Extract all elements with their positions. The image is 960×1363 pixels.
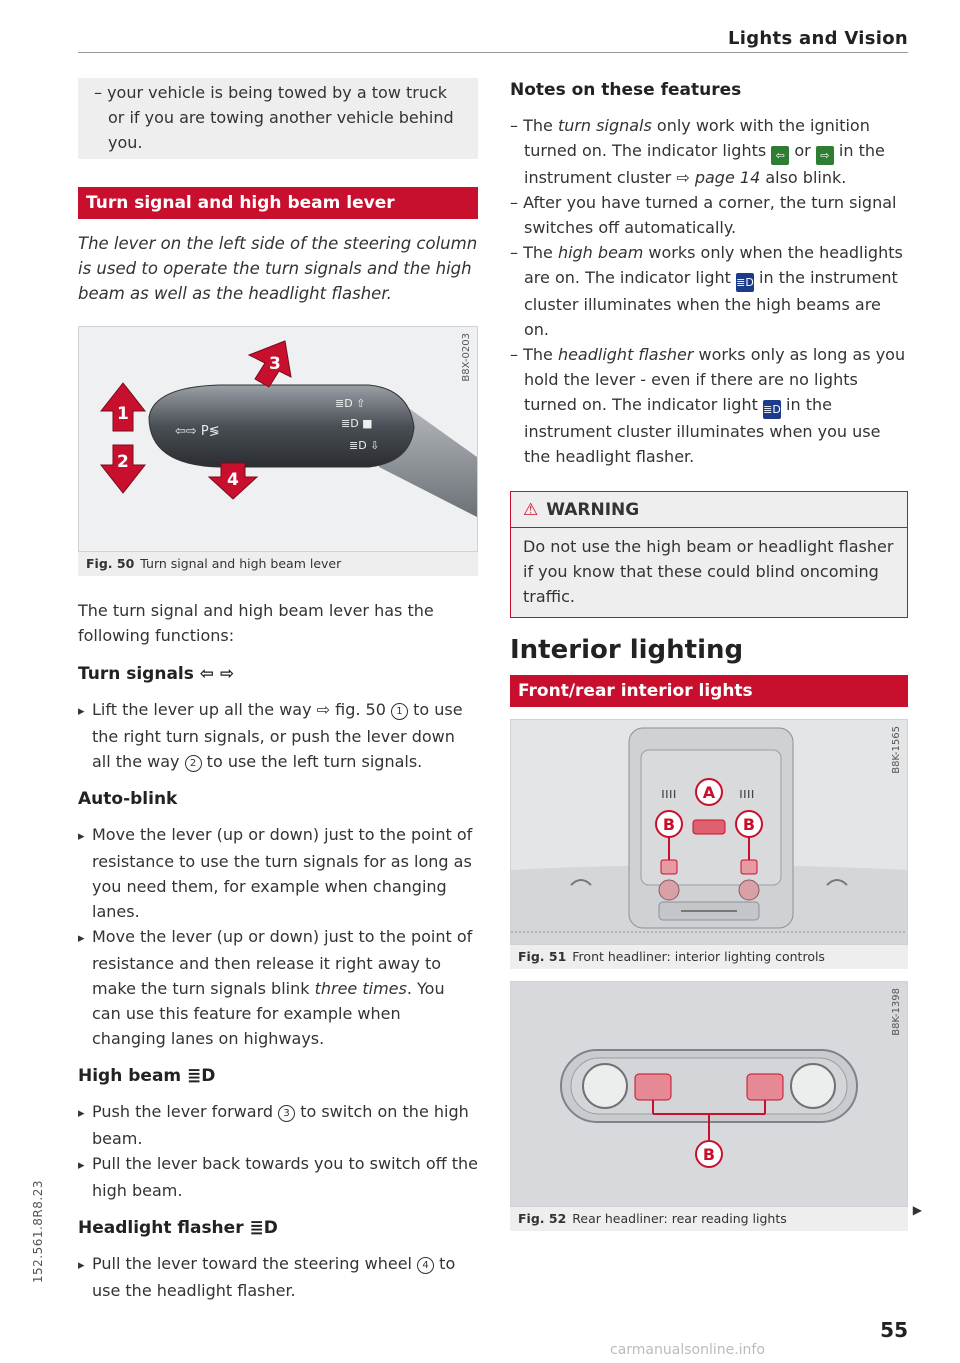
intro-text: The lever on the left side of the steering column is used to operate the turn signals and the high beam as well as the headlight flasher. — [78, 234, 478, 303]
callout-3: 3 — [269, 354, 281, 374]
note-high-beam: – The high beam works only when the headlights are on. The indicator light ≣D in the instrument cluster illuminates when the high beams are on. — [510, 243, 903, 339]
site-watermark: carmanualsonline.info — [610, 1342, 765, 1358]
heading-notes: Notes on these features — [510, 80, 742, 100]
rear-headliner-illustration — [511, 982, 907, 1206]
document-code: 152.561.8R8.23 — [31, 1180, 45, 1284]
figure-label: Fig. 51 — [518, 949, 567, 964]
warning-header: ⚠ WARNING — [511, 492, 907, 528]
functions-intro: The turn signal and high beam lever has the following functions: — [78, 601, 434, 645]
figure-52-caption: Fig. 52 Rear headliner: rear reading lights — [510, 1207, 908, 1231]
right-turn-indicator-icon: ⇨ — [816, 146, 834, 165]
figure-code: B8K-1565 — [891, 726, 902, 774]
left-turn-indicator-icon: ⇦ — [771, 146, 789, 165]
figure-50-caption: Fig. 50 Turn signal and high beam lever — [78, 552, 478, 576]
bullet-auto-blink-1: ▸ Move the lever (up or down) just to the point of resistance to use the turn signals for as long as you need them, for example when changing lanes. — [78, 822, 478, 924]
front-headliner-illustration — [511, 720, 907, 944]
svg-text:ıııı: ıııı — [739, 786, 755, 802]
bullet-auto-blink-2: ▸ Move the lever (up or down) just to the point of resistance and then release it right away to make the turn signals blink three times. You can use this feature for example when changing lanes on highways. — [78, 924, 478, 1051]
svg-text:≣D ⇩: ≣D ⇩ — [349, 439, 380, 452]
callout-2: 2 — [117, 452, 129, 472]
lever-illustration — [79, 327, 477, 551]
heading-auto-blink: Auto-blink — [78, 789, 178, 809]
svg-text:ıııı: ıııı — [661, 786, 677, 802]
svg-text:⇦⇨ P≶: ⇦⇨ P≶ — [175, 424, 220, 439]
warning-triangle-icon: ⚠ — [523, 500, 539, 520]
bullet-high-beam-2: ▸ Pull the lever back towards you to switch off the high beam. — [78, 1151, 478, 1203]
note-turn-signals: – The turn signals only work with the ignition turned on. The indicator lights ⇦ or ⇨ in the instrument cluster ⇨ page 14 also blink. — [510, 116, 885, 187]
svg-text:≣D ■: ≣D ■ — [341, 417, 373, 430]
figure-label: Fig. 52 — [518, 1211, 567, 1226]
right-column — [510, 78, 908, 1231]
section-title-interior: Interior lighting — [510, 635, 744, 665]
note-auto-off: – After you have turned a corner, the turn signal switches off automatically. — [510, 193, 897, 237]
heading-high-beam: High beam ≣D — [78, 1066, 216, 1086]
label-b-right: B — [742, 815, 756, 834]
figure-label: Fig. 50 — [86, 556, 135, 571]
bullet-headlight-flasher: ▸ Pull the lever toward the steering wheel 4 to use the headlight flasher. — [78, 1251, 478, 1303]
running-header: Lights and Vision — [728, 28, 908, 49]
label-b-left: B — [662, 815, 676, 834]
figure-code: B8X-0203 — [461, 333, 472, 382]
flasher-indicator-icon: ≣D — [763, 400, 781, 419]
figure-code: B8K-1398 — [891, 988, 902, 1036]
continue-arrow-icon: ▶ — [912, 1203, 922, 1217]
callout-1: 1 — [117, 404, 129, 424]
front-light-switch — [693, 820, 725, 834]
figure-52 — [510, 981, 908, 1207]
section-bar-interior-lights: Front/rear interior lights — [510, 675, 908, 707]
bullet-turn-signals: ▸ Lift the lever up all the way ⇨ fig. 50 1 to use the right turn signals, or push the lever down all the way 2 to use the left turn signals. — [78, 697, 478, 774]
left-column — [78, 78, 478, 1303]
header-divider — [78, 52, 908, 53]
figure-50 — [78, 326, 478, 552]
figure-51-caption: Fig. 51 Front headliner: interior lighting controls — [510, 945, 908, 969]
svg-text:≣D ⇧: ≣D ⇧ — [335, 397, 366, 410]
warning-box — [510, 491, 908, 618]
figure-51 — [510, 719, 908, 945]
note-headlight-flasher: – The headlight flasher works only as long as you hold the lever - even if there are no lights turned on. The indicator light ≣D in the instrument cluster illuminates when you use the headlight flasher. — [510, 345, 906, 466]
towing-text: – your vehicle is being towed by a tow truck or if you are towing another vehicle behind you. — [94, 83, 454, 152]
heading-headlight-flasher: Headlight flasher ≣D — [78, 1218, 278, 1238]
rear-right-reading-switch — [747, 1074, 783, 1100]
warning-text: Do not use the high beam or headlight flasher if you know that these could blind oncoming traffic. — [523, 537, 894, 606]
label-a: A — [702, 783, 716, 802]
label-b: B — [702, 1145, 716, 1164]
bullet-high-beam-1: ▸ Push the lever forward 3 to switch on the high beam. — [78, 1099, 478, 1151]
page-number: 55 — [880, 1318, 908, 1342]
heading-turn-signals: Turn signals ⇦ ⇨ — [78, 664, 235, 684]
section-bar-turn-signal: Turn signal and high beam lever — [78, 187, 478, 219]
callout-4: 4 — [227, 470, 239, 490]
high-beam-indicator-icon: ≣D — [736, 273, 754, 292]
rear-left-reading-switch — [635, 1074, 671, 1100]
towing-note-box — [78, 78, 478, 159]
